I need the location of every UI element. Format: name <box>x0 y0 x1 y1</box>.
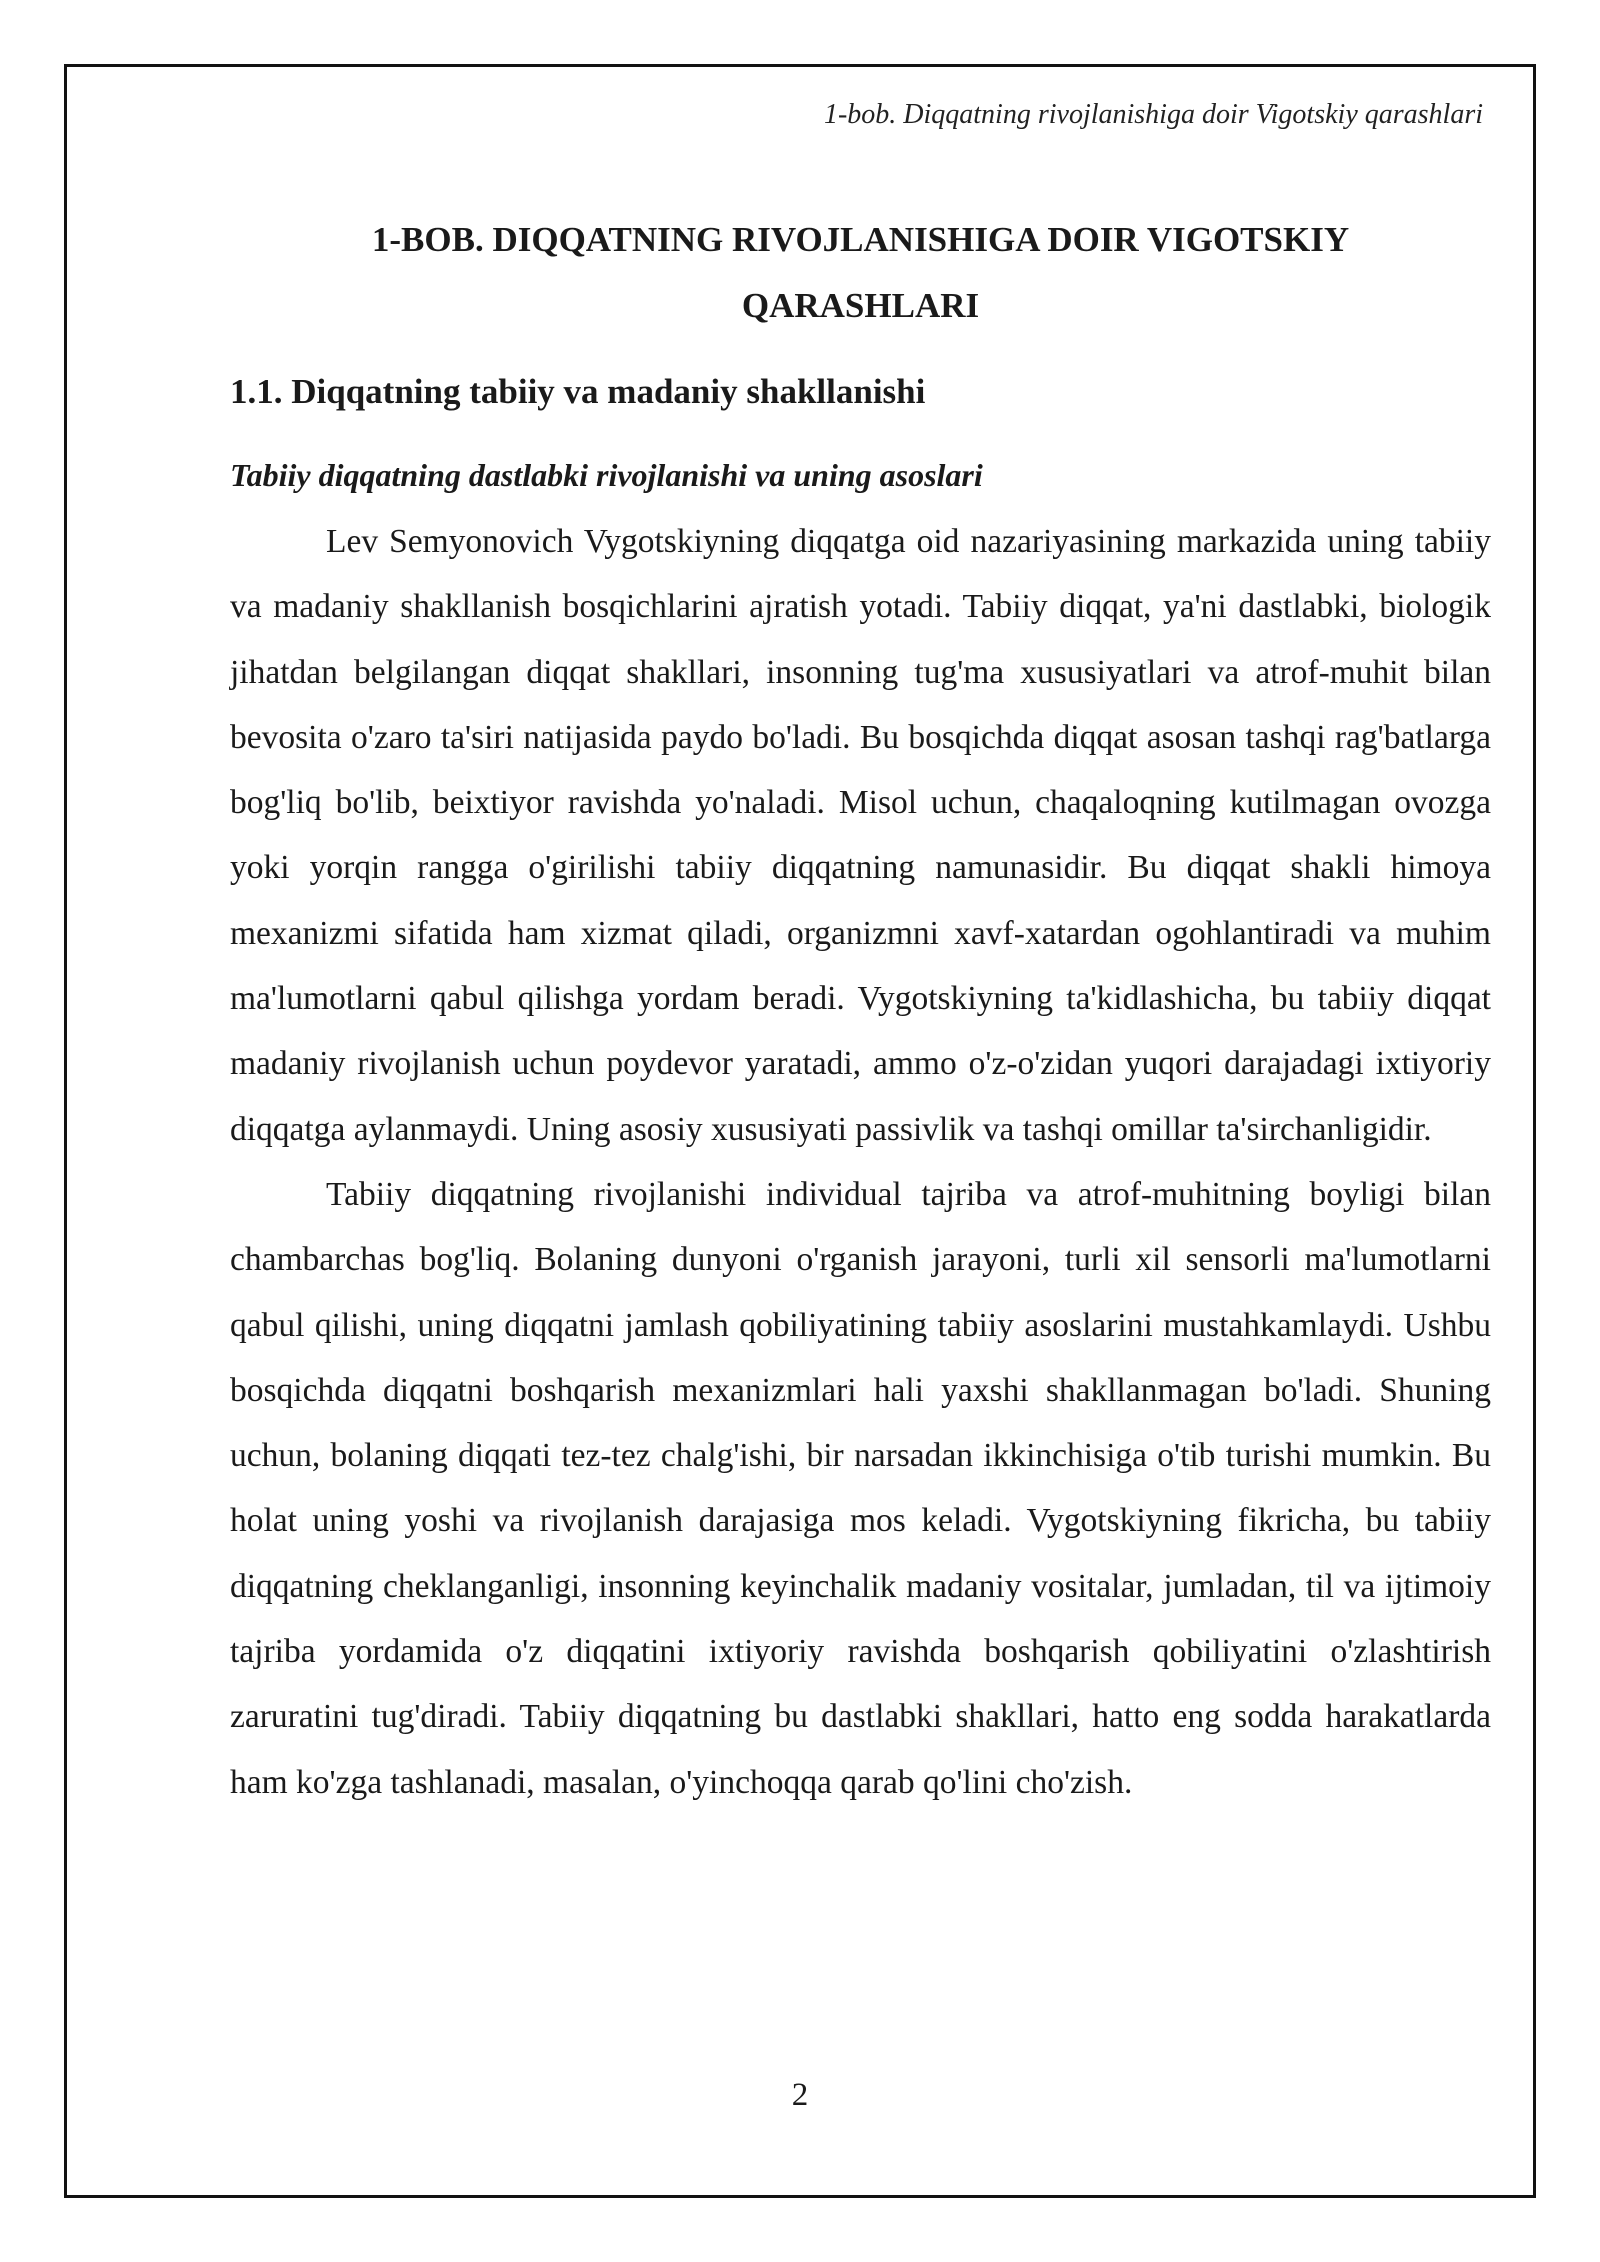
chapter-title-line-1: 1-BOB. DIQQATNING RIVOJLANISHIGA DOIR VIGOTSKIY <box>371 220 1350 259</box>
running-header: 1-bob. Diqqatning rivojlanishiga doir Vigotskiy qarashlari <box>823 99 1483 130</box>
body-paragraph-1: Lev Semyonovich Vygotskiyning diqqatga oid nazariyasining markazida uning tabiiy va madaniy shakllanish bosqichlarini ajratish yotadi. Tabiiy diqqat, ya'ni dastlabki, biologik jihatdan belgilangan diqqat shakllari, insonning tug'ma xususiyatlari va atrof-muhit bilan bevosita o'zaro ta'siri natijasida paydo bo'ladi. Bu bosqichda diqqat asosan tashqi rag'batlarga bog'liq bo'lib, beixtiyor ravishda yo'naladi. Misol uchun, chaqaloqning kutilmagan ovozga yoki yorqin rangga o'girilishi tabiiy diqqatning namunasidir. Bu diqqat shakli himoya mexanizmi sifatida ham xizmat qiladi, organizmni xavf-xatardan ogohlantiradi va muhim ma'lumotlarni qabul qilishga yordam beradi. Vygotskiyning ta'kidlashicha, bu tabiiy diqqat madaniy rivojlanish uchun poydevor yaratadi, ammo o'z-o'zidan yuqori darajadagi ixtiyoriy diqqatga aylanmaydi. Uning asosiy xususiyati passivlik va tashqi omillar ta'sirchanligidir. <box>230 523 1491 1148</box>
page-frame <box>64 64 1536 2198</box>
subsection-title: Tabiiy diqqatning dastlabki rivojlanishi va uning asoslari <box>230 457 983 493</box>
chapter-title <box>230 207 1491 339</box>
body-paragraph-2: Tabiiy diqqatning rivojlanishi individual tajriba va atrof-muhitning boyligi bilan chambarchas bog'liq. Bolaning dunyoni o'rganish jarayoni, turli xil sensorli ma'lumotlarni qabul qilishi, uning diqqatni jamlash qobiliyatining tabiiy asoslarini mustahkamlaydi. Ushbu bosqichda diqqatni boshqarish mexanizmlari hali yaxshi shakllanmagan bo'ladi. Shuning uchun, bolaning diqqati tez-tez chalg'ishi, bir narsadan ikkinchisiga o'tib turishi mumkin. Bu holat uning yoshi va rivojlanish darajasiga mos keladi. Vygotskiyning fikricha, bu tabiiy diqqatning cheklanganligi, insonning keyinchalik madaniy vositalar, jumladan, til va ijtimoiy tajriba yordamida o'z diqqatini ixtiyoriy ravishda boshqarish qobiliyatini o'zlashtirish zaruratini tug'diradi. Tabiiy diqqatning bu dastlabki shakllari, hatto eng sodda harakatlarda ham ko'zga tashlanadi, masalan, o'yinchoqqa qarab qo'lini cho'zish. <box>230 1175 1491 1801</box>
page-number: 2 <box>791 2077 809 2113</box>
section-title: 1.1. Diqqatning tabiiy va madaniy shakllanishi <box>230 372 926 411</box>
chapter-title-line-2: QARASHLARI <box>741 286 980 325</box>
page-content <box>230 207 1491 1815</box>
